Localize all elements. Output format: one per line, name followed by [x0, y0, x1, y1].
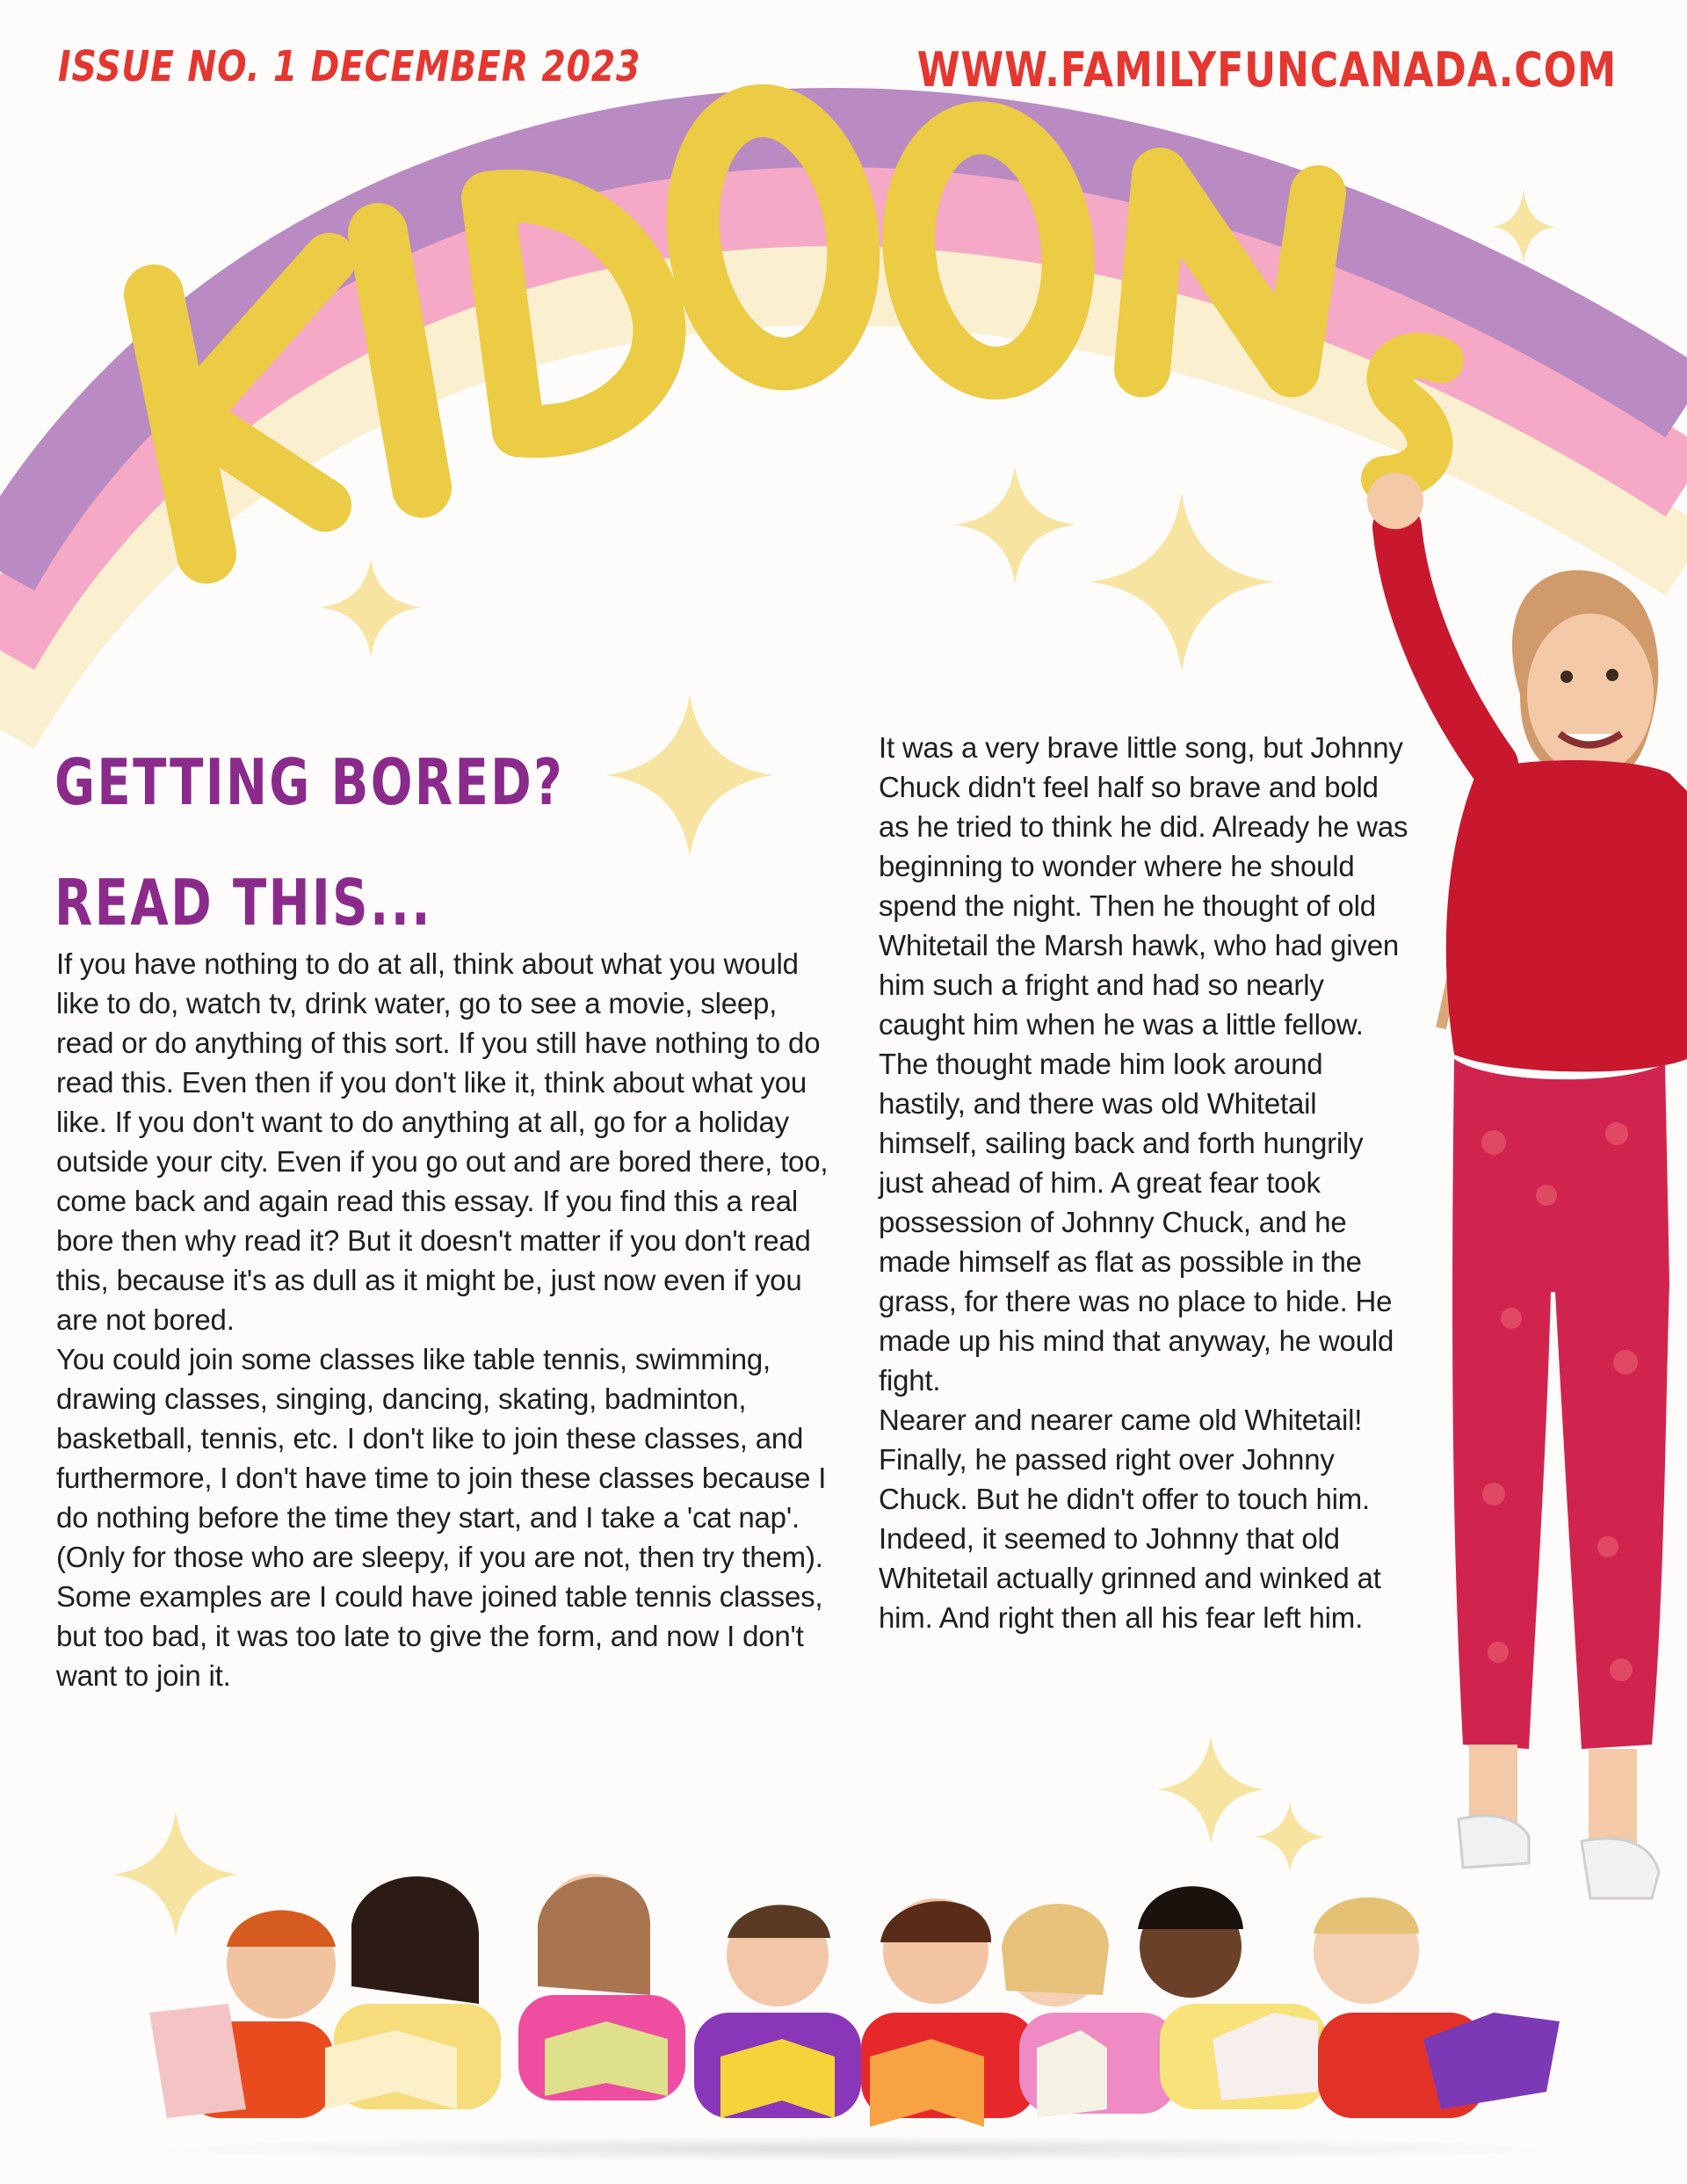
child-reading	[149, 1910, 336, 2118]
article-paragraph: You could join some classes like table tennis, swimming, drawing classes, singing, dancing, skating, badminton, basketball, tennis, etc. I don't like to join these classes, and furthermore, I don't have time to join these classes because I do nothing before the time they start, and I take a 'cat nap'. (Only for those who are sleepy, if you are not, then try them). Some examples are I could have joined table tennis classes, but too bad, it was too late to give the form, and now I don't want to join it.	[56, 1343, 827, 1692]
article-paragraph: It was a very brave little song, but Johnny Chuck didn't feel half so brave and bold as he tried to think he did. Already he was beginning to wonder where he should spend the night. Then he thought of old Whitetail the Marsh hawk, who had given him such a fright and had so nearly caught him when he was a little fellow. The thought made him look around hastily, and there was old Whitetail himself, sailing back and forth hungrily just ahead of him. A great fear took possession of Johnny Chuck, and he made himself as flat as possible in the grass, for there was no place to hide. He made up his mind that anyway, he would fight.	[879, 731, 1408, 1397]
website-link[interactable]: WWW.FAMILYFUNCANADA.COM	[916, 42, 1617, 98]
child-reading	[1314, 1897, 1560, 2118]
child-reading	[518, 1874, 685, 2101]
article-paragraph: Nearer and nearer came old Whitetail! Finally, he passed right over Johnny Chuck. But he didn't offer to touch him. Indeed, it seemed to Johnny that old Whitetail actually grinned and winked at him. And right then all his fear left him.	[879, 1404, 1381, 1634]
child-reading	[325, 1876, 501, 2109]
child-reading	[694, 1905, 861, 2118]
headline-getting-bored: GETTING BORED?	[54, 745, 565, 819]
issue-label: ISSUE NO. 1 DECEMBER 2023	[58, 42, 641, 91]
child-reading	[1138, 1886, 1327, 2109]
article-paragraph: If you have nothing to do at all, think about what you would like to do, watch tv, drink water, go to see a movie, sleep, read or do anything of this sort. If you still have nothing to do read this. Even then if you don't like it, think about what you like. If you don't want to do anything at all, go for a holiday outside your city. Even if you go out and are bored there, too, come back and again read this essay. If you find this a real bore then why read it? But it doesn't matter if you don't read this, because it's as dull as it might be, just now even if you are not bored.	[56, 947, 829, 1336]
headline-read-this: READ THIS...	[54, 866, 432, 940]
